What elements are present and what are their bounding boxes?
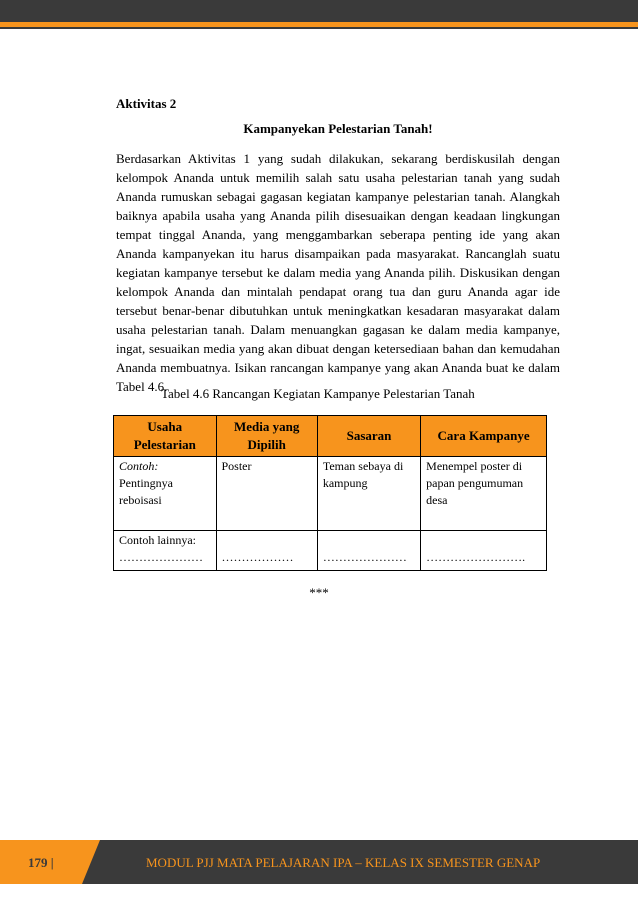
header-cara: Cara Kampanye <box>421 416 547 457</box>
cell-other-usaha <box>114 531 217 571</box>
table-row-example <box>114 457 547 531</box>
other-cara-dots: ……………………. <box>426 550 526 564</box>
instruction-paragraph: Berdasarkan Aktivitas 1 yang sudah dilakukan, sekarang berdiskusilah dengan kelompok Ananda untuk memilih salah satu usaha pelestarian tanah yang sudah Ananda rumuskan sebagai gagasan kegiatan kampanye pelestarian tanah. Alangkah baiknya apabila usaha yang Ananda pilih disesuaikan dengan keadaan lingkungan tempat tinggal Ananda, yang menggambarkan seberapa penting ide yang akan Ananda kampanyekan itu harus disampaikan pada masyarakat. Rancanglah suatu kegiatan kampanye tersebut ke dalam media yang Ananda pilih. Diskusikan dengan kelompok Ananda dan mintalah pendapat orang tua dan guru Ananda agar ide tersebut benar-benar dibutuhkan untuk meningkatkan kesadaran masyarakat dalam usaha pelestarian tanah. Dalam menuangkan gagasan ke dalam media kampanye, ingat, sesuaikan media yang akan dibuat dengan ketersediaan bahan dan kemudahan Ananda membuatnya. Isikan rancangan kampanye yang akan Ananda buat ke dalam Tabel 4.6. <box>116 151 560 394</box>
header-sasaran: Sasaran <box>317 416 420 457</box>
cell-other-sasaran <box>317 531 420 571</box>
footer-title: MODUL PJJ MATA PELAJARAN IPA – KELAS IX SEMESTER GENAP <box>146 855 541 870</box>
cell-example-sasaran: Teman sebaya di kampung <box>317 457 420 531</box>
cell-example-cara: Menempel poster di papan pengumuman desa <box>421 457 547 531</box>
header-usaha: Usaha Pelestarian <box>114 416 217 457</box>
other-label: Contoh lainnya: <box>119 533 196 547</box>
section-separator: *** <box>309 585 329 600</box>
header-media: Media yang Dipilih <box>216 416 317 457</box>
other-usaha-dots: ………………… <box>119 550 203 564</box>
table-caption: Tabel 4.6 Rancangan Kegiatan Kampanye Pelestarian Tanah <box>161 386 475 401</box>
table-row-other <box>114 531 547 571</box>
campaign-plan-table <box>113 415 547 571</box>
page-number: 179 | <box>28 855 54 870</box>
example-label: Contoh: <box>119 459 159 473</box>
header-dark-bar <box>0 0 638 22</box>
other-media-dots: ……………… <box>221 550 294 564</box>
cell-example-media: Poster <box>216 457 317 531</box>
section-heading: Kampanyekan Pelestarian Tanah! <box>243 121 433 136</box>
table-header-row <box>114 416 547 457</box>
example-usaha-text: Pentingnya reboisasi <box>119 476 173 507</box>
cell-other-media <box>216 531 317 571</box>
footer-orange-wedge <box>82 840 100 884</box>
activity-label: Aktivitas 2 <box>116 96 177 111</box>
other-sasaran-dots: ………………… <box>322 550 407 564</box>
cell-example-usaha <box>114 457 217 531</box>
header-thin-bar <box>0 27 638 29</box>
cell-other-cara <box>421 531 547 571</box>
